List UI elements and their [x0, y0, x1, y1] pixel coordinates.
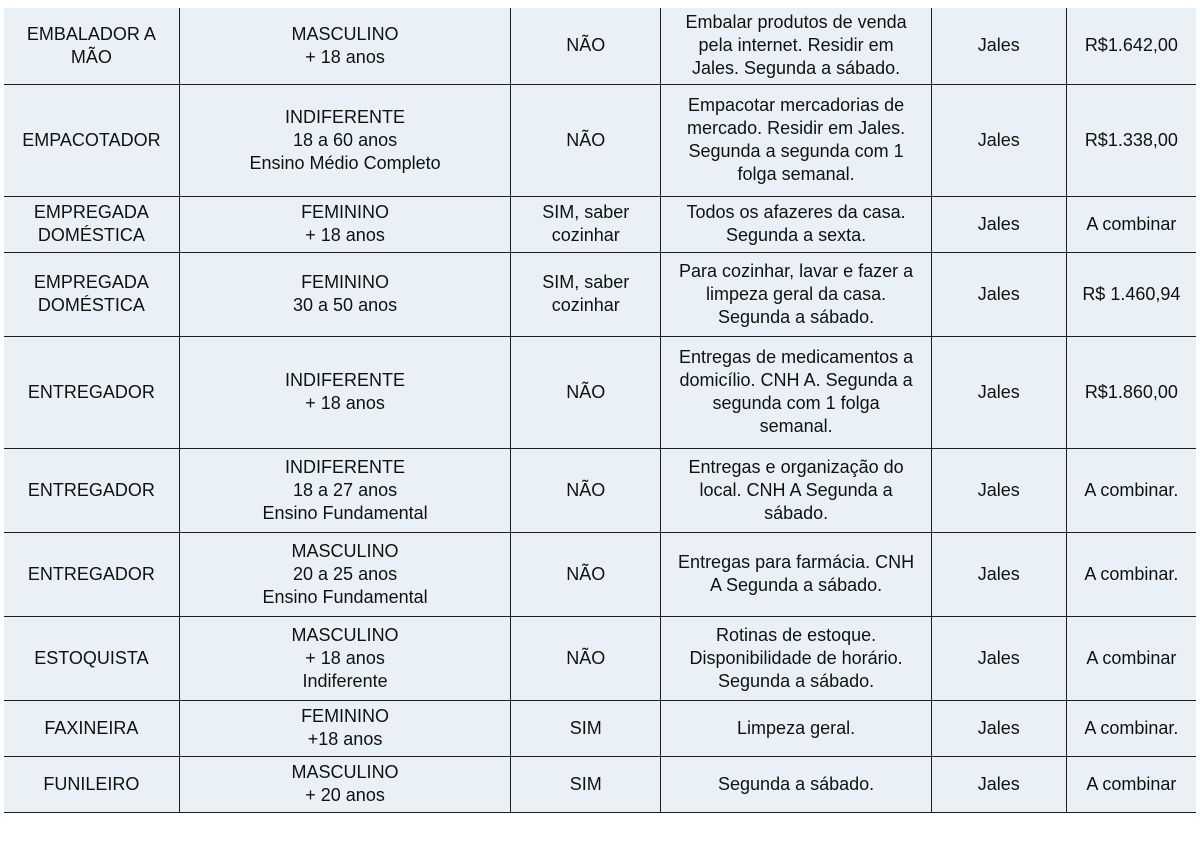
city-cell: Jales: [931, 616, 1066, 700]
salary-cell: A combinar: [1066, 616, 1196, 700]
job-title-cell: ENTREGADOR: [4, 448, 179, 532]
salary-cell: R$1.642,00: [1066, 8, 1196, 84]
profile-cell: MASCULINO + 20 anos: [179, 756, 510, 812]
salary-cell: A combinar.: [1066, 532, 1196, 616]
job-listings-table: [4, 8, 1196, 813]
profile-cell: INDIFERENTE 18 a 27 anos Ensino Fundamental: [179, 448, 510, 532]
salary-cell: A combinar: [1066, 756, 1196, 812]
table-row: [4, 700, 1196, 756]
city-cell: Jales: [931, 448, 1066, 532]
table-row: [4, 252, 1196, 336]
experience-cell: NÃO: [511, 8, 661, 84]
profile-cell: INDIFERENTE 18 a 60 anos Ensino Médio Completo: [179, 84, 510, 196]
profile-cell: MASCULINO 20 a 25 anos Ensino Fundamental: [179, 532, 510, 616]
job-title-cell: EMPREGADA DOMÉSTICA: [4, 196, 179, 252]
description-cell: Embalar produtos de venda pela internet. Residir em Jales. Segunda a sábado.: [661, 8, 932, 84]
experience-cell: NÃO: [511, 336, 661, 448]
job-title-cell: ENTREGADOR: [4, 532, 179, 616]
salary-cell: A combinar: [1066, 196, 1196, 252]
table-row: [4, 196, 1196, 252]
city-cell: Jales: [931, 84, 1066, 196]
table-row: [4, 756, 1196, 812]
description-cell: Entregas para farmácia. CNH A Segunda a sábado.: [661, 532, 932, 616]
experience-cell: SIM: [511, 756, 661, 812]
profile-cell: FEMININO 30 a 50 anos: [179, 252, 510, 336]
salary-cell: R$1.860,00: [1066, 336, 1196, 448]
profile-cell: MASCULINO + 18 anos Indiferente: [179, 616, 510, 700]
description-cell: Segunda a sábado.: [661, 756, 932, 812]
salary-cell: A combinar.: [1066, 700, 1196, 756]
experience-cell: NÃO: [511, 532, 661, 616]
city-cell: Jales: [931, 252, 1066, 336]
description-cell: Entregas e organização do local. CNH A Segunda a sábado.: [661, 448, 932, 532]
city-cell: Jales: [931, 756, 1066, 812]
experience-cell: SIM, saber cozinhar: [511, 252, 661, 336]
description-cell: Todos os afazeres da casa. Segunda a sexta.: [661, 196, 932, 252]
experience-cell: SIM, saber cozinhar: [511, 196, 661, 252]
profile-cell: MASCULINO + 18 anos: [179, 8, 510, 84]
city-cell: Jales: [931, 8, 1066, 84]
table-row: [4, 8, 1196, 84]
profile-cell: FEMININO +18 anos: [179, 700, 510, 756]
table-row: [4, 84, 1196, 196]
city-cell: Jales: [931, 532, 1066, 616]
description-cell: Entregas de medicamentos a domicílio. CNH A. Segunda a segunda com 1 folga semanal.: [661, 336, 932, 448]
salary-cell: R$1.338,00: [1066, 84, 1196, 196]
table-row: [4, 336, 1196, 448]
job-title-cell: ESTOQUISTA: [4, 616, 179, 700]
table-row: [4, 448, 1196, 532]
salary-cell: A combinar.: [1066, 448, 1196, 532]
city-cell: Jales: [931, 336, 1066, 448]
job-title-cell: ENTREGADOR: [4, 336, 179, 448]
table-row: [4, 616, 1196, 700]
description-cell: Para cozinhar, lavar e fazer a limpeza geral da casa. Segunda a sábado.: [661, 252, 932, 336]
job-title-cell: EMBALADOR A MÃO: [4, 8, 179, 84]
table-row: [4, 532, 1196, 616]
salary-cell: R$ 1.460,94: [1066, 252, 1196, 336]
description-cell: Empacotar mercadorias de mercado. Residir em Jales. Segunda a segunda com 1 folga semanal.: [661, 84, 932, 196]
description-cell: Limpeza geral.: [661, 700, 932, 756]
job-title-cell: FAXINEIRA: [4, 700, 179, 756]
city-cell: Jales: [931, 196, 1066, 252]
job-title-cell: FUNILEIRO: [4, 756, 179, 812]
profile-cell: FEMININO + 18 anos: [179, 196, 510, 252]
experience-cell: NÃO: [511, 616, 661, 700]
description-cell: Rotinas de estoque. Disponibilidade de horário. Segunda a sábado.: [661, 616, 932, 700]
profile-cell: INDIFERENTE + 18 anos: [179, 336, 510, 448]
job-title-cell: EMPACOTADOR: [4, 84, 179, 196]
city-cell: Jales: [931, 700, 1066, 756]
experience-cell: SIM: [511, 700, 661, 756]
experience-cell: NÃO: [511, 448, 661, 532]
experience-cell: NÃO: [511, 84, 661, 196]
job-title-cell: EMPREGADA DOMÉSTICA: [4, 252, 179, 336]
